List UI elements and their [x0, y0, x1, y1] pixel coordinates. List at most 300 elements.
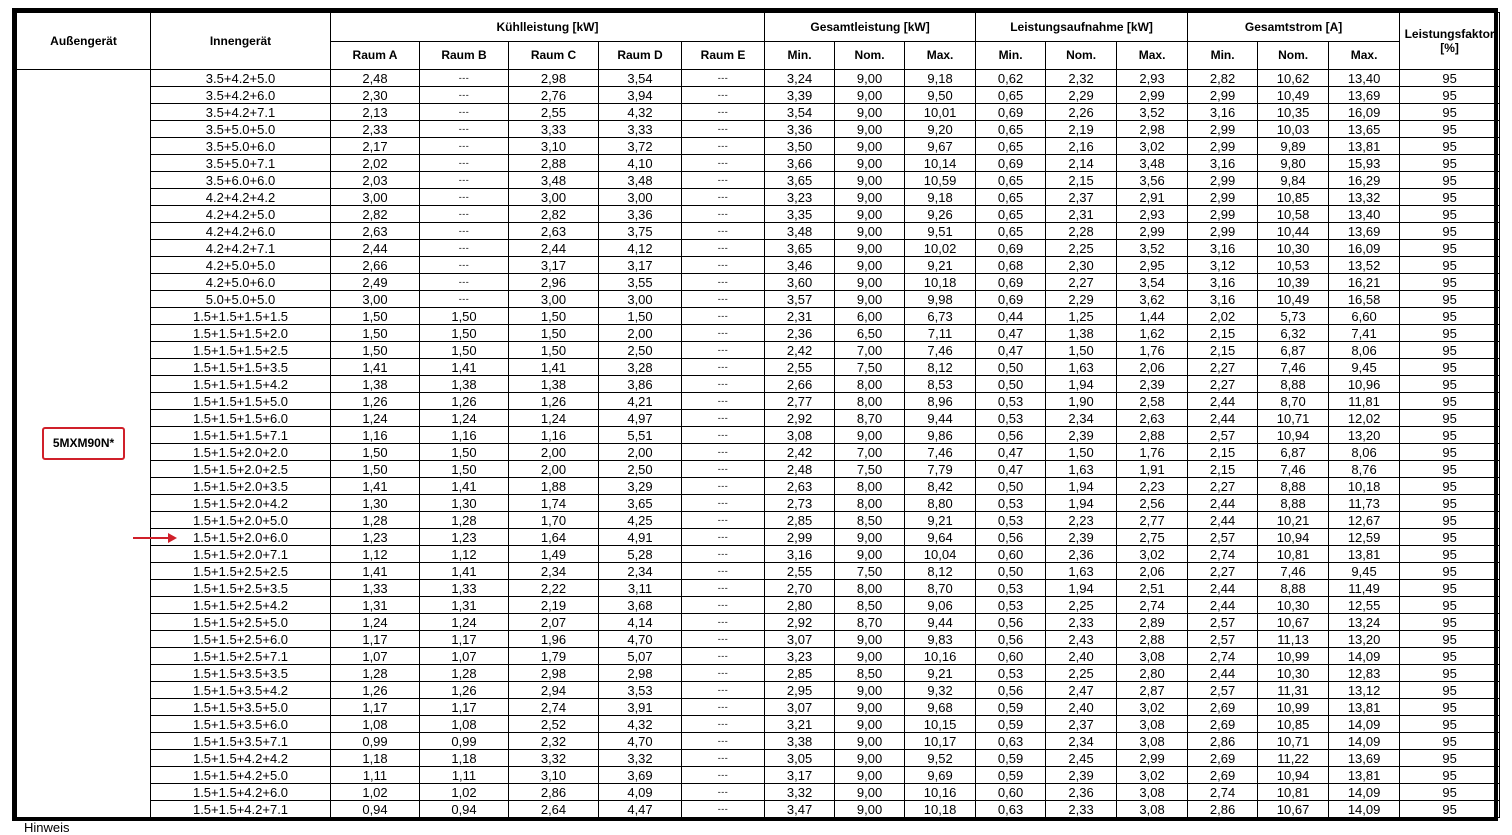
cell-power-input-max: 2,77	[1117, 512, 1188, 529]
cell-current-max: 14,09	[1329, 648, 1400, 665]
cell-room-d: 5,07	[599, 648, 682, 665]
cell-power-factor: 95	[1400, 393, 1500, 410]
cell-room-e: ---	[682, 274, 765, 291]
cell-indoor-combo: 1.5+1.5+2.0+6.0	[151, 529, 331, 546]
footer-note: Hinweis	[24, 820, 70, 835]
header-cooling-capacity: Kühlleistung [kW]	[331, 13, 765, 42]
cell-room-e: ---	[682, 291, 765, 308]
cell-current-min: 2,57	[1188, 682, 1258, 699]
cell-total-power-nom: 8,50	[835, 665, 905, 682]
cell-room-d: 2,98	[599, 665, 682, 682]
cell-total-power-nom: 9,00	[835, 291, 905, 308]
cell-room-e: ---	[682, 410, 765, 427]
cell-indoor-combo: 1.5+1.5+4.2+5.0	[151, 767, 331, 784]
cell-current-nom: 10,44	[1258, 223, 1329, 240]
cell-current-min: 2,57	[1188, 427, 1258, 444]
cell-current-min: 2,69	[1188, 699, 1258, 716]
cell-room-b: ---	[420, 121, 509, 138]
cell-room-a: 0,94	[331, 801, 420, 818]
cell-total-power-nom: 9,00	[835, 801, 905, 818]
header-room-d: Raum D	[599, 41, 682, 70]
cell-total-power-min: 2,92	[765, 410, 835, 427]
table-row	[17, 784, 1500, 801]
cell-total-power-min: 3,47	[765, 801, 835, 818]
cell-power-input-min: 0,60	[976, 784, 1046, 801]
cell-power-input-max: 3,02	[1117, 699, 1188, 716]
cell-total-power-min: 2,85	[765, 512, 835, 529]
cell-room-a: 1,18	[331, 750, 420, 767]
cell-total-power-nom: 9,00	[835, 138, 905, 155]
table-row	[17, 342, 1500, 359]
cell-power-input-max: 3,56	[1117, 172, 1188, 189]
header-total-power-max: Max.	[905, 41, 976, 70]
cell-power-factor: 95	[1400, 240, 1500, 257]
cell-room-a: 1,26	[331, 682, 420, 699]
cell-total-power-nom: 9,00	[835, 104, 905, 121]
outdoor-unit-cell	[17, 70, 151, 818]
cell-power-input-max: 3,08	[1117, 733, 1188, 750]
cell-room-b: 1,11	[420, 767, 509, 784]
cell-power-input-max: 2,75	[1117, 529, 1188, 546]
cell-power-input-min: 0,56	[976, 614, 1046, 631]
cell-total-power-max: 10,01	[905, 104, 976, 121]
cell-total-power-max: 9,52	[905, 750, 976, 767]
cell-current-min: 2,69	[1188, 767, 1258, 784]
table-row	[17, 359, 1500, 376]
cell-power-input-min: 0,69	[976, 291, 1046, 308]
cell-room-e: ---	[682, 750, 765, 767]
cell-power-input-nom: 2,31	[1046, 206, 1117, 223]
cell-power-input-nom: 2,30	[1046, 257, 1117, 274]
cell-current-min: 2,99	[1188, 189, 1258, 206]
cell-current-min: 3,12	[1188, 257, 1258, 274]
cell-room-c: 1,50	[509, 325, 599, 342]
cell-power-factor: 95	[1400, 631, 1500, 648]
cell-total-power-max: 8,70	[905, 580, 976, 597]
cell-total-power-nom: 9,00	[835, 682, 905, 699]
cell-room-b: ---	[420, 104, 509, 121]
cell-total-power-nom: 9,00	[835, 648, 905, 665]
cell-room-b: 1,17	[420, 631, 509, 648]
cell-room-d: 2,34	[599, 563, 682, 580]
cell-room-a: 2,02	[331, 155, 420, 172]
cell-current-max: 8,76	[1329, 461, 1400, 478]
cell-power-factor: 95	[1400, 359, 1500, 376]
cell-total-power-min: 3,05	[765, 750, 835, 767]
cell-total-power-max: 10,18	[905, 274, 976, 291]
cell-room-d: 3,75	[599, 223, 682, 240]
table-row	[17, 512, 1500, 529]
cell-room-b: 1,07	[420, 648, 509, 665]
table-row	[17, 308, 1500, 325]
cell-total-power-max: 9,21	[905, 512, 976, 529]
header-room-c: Raum C	[509, 41, 599, 70]
cell-room-c: 3,00	[509, 189, 599, 206]
cell-room-d: 3,28	[599, 359, 682, 376]
cell-room-e: ---	[682, 529, 765, 546]
cell-current-min: 2,57	[1188, 529, 1258, 546]
cell-power-input-max: 3,02	[1117, 767, 1188, 784]
cell-room-d: 4,32	[599, 104, 682, 121]
table-row	[17, 206, 1500, 223]
cell-power-input-max: 3,52	[1117, 240, 1188, 257]
cell-total-power-max: 6,73	[905, 308, 976, 325]
cell-total-power-min: 3,21	[765, 716, 835, 733]
cell-current-min: 2,69	[1188, 716, 1258, 733]
cell-total-power-min: 2,73	[765, 495, 835, 512]
cell-current-max: 11,49	[1329, 580, 1400, 597]
cell-current-min: 2,86	[1188, 733, 1258, 750]
cell-power-input-nom: 2,25	[1046, 240, 1117, 257]
cell-room-d: 3,91	[599, 699, 682, 716]
cell-indoor-combo: 4.2+5.0+5.0	[151, 257, 331, 274]
cell-current-max: 14,09	[1329, 801, 1400, 818]
cell-room-d: 3,86	[599, 376, 682, 393]
cell-current-max: 6,60	[1329, 308, 1400, 325]
cell-power-input-min: 0,65	[976, 138, 1046, 155]
cell-total-power-min: 3,39	[765, 87, 835, 104]
cell-current-min: 2,15	[1188, 461, 1258, 478]
cell-power-input-min: 0,53	[976, 410, 1046, 427]
cell-current-nom: 10,85	[1258, 716, 1329, 733]
cell-power-input-max: 3,48	[1117, 155, 1188, 172]
cell-total-power-min: 2,36	[765, 325, 835, 342]
cell-room-c: 1,88	[509, 478, 599, 495]
cell-current-nom: 10,39	[1258, 274, 1329, 291]
cell-power-input-max: 2,39	[1117, 376, 1188, 393]
cell-indoor-combo: 1.5+1.5+1.5+2.0	[151, 325, 331, 342]
cell-total-power-min: 3,46	[765, 257, 835, 274]
cell-power-factor: 95	[1400, 699, 1500, 716]
cell-current-min: 2,44	[1188, 393, 1258, 410]
cell-total-power-max: 9,68	[905, 699, 976, 716]
cell-indoor-combo: 1.5+1.5+4.2+6.0	[151, 784, 331, 801]
cell-power-input-nom: 1,50	[1046, 444, 1117, 461]
cell-room-a: 1,26	[331, 393, 420, 410]
cell-current-min: 2,44	[1188, 597, 1258, 614]
cell-room-b: 1,26	[420, 682, 509, 699]
cell-total-power-min: 2,99	[765, 529, 835, 546]
cell-power-factor: 95	[1400, 665, 1500, 682]
cell-power-input-min: 0,63	[976, 801, 1046, 818]
table-row	[17, 410, 1500, 427]
cell-power-input-min: 0,60	[976, 648, 1046, 665]
table-row	[17, 138, 1500, 155]
cell-room-d: 4,47	[599, 801, 682, 818]
cell-room-d: 1,50	[599, 308, 682, 325]
cell-total-power-nom: 9,00	[835, 172, 905, 189]
cell-power-factor: 95	[1400, 70, 1500, 87]
cell-room-e: ---	[682, 342, 765, 359]
cell-room-c: 1,49	[509, 546, 599, 563]
cell-total-power-nom: 9,00	[835, 155, 905, 172]
cell-current-min: 2,27	[1188, 376, 1258, 393]
cell-current-nom: 8,88	[1258, 495, 1329, 512]
cell-room-d: 3,69	[599, 767, 682, 784]
cell-power-input-min: 0,56	[976, 631, 1046, 648]
cell-current-max: 8,06	[1329, 342, 1400, 359]
table-row	[17, 597, 1500, 614]
cell-room-c: 1,70	[509, 512, 599, 529]
cell-room-e: ---	[682, 801, 765, 818]
cell-current-max: 16,09	[1329, 104, 1400, 121]
cell-current-max: 9,45	[1329, 359, 1400, 376]
cell-total-power-nom: 9,00	[835, 223, 905, 240]
cell-current-max: 13,65	[1329, 121, 1400, 138]
cell-room-a: 2,82	[331, 206, 420, 223]
cell-power-input-nom: 2,36	[1046, 546, 1117, 563]
cell-total-power-nom: 9,00	[835, 274, 905, 291]
table-row	[17, 580, 1500, 597]
cell-room-c: 2,88	[509, 155, 599, 172]
table-row	[17, 87, 1500, 104]
cell-room-b: 1,12	[420, 546, 509, 563]
cell-current-nom: 10,62	[1258, 70, 1329, 87]
cell-room-d: 3,65	[599, 495, 682, 512]
cell-total-power-nom: 8,70	[835, 614, 905, 631]
cell-total-power-min: 2,42	[765, 342, 835, 359]
cell-power-input-min: 0,56	[976, 682, 1046, 699]
cell-power-factor: 95	[1400, 716, 1500, 733]
cell-room-b: ---	[420, 155, 509, 172]
cell-indoor-combo: 4.2+5.0+6.0	[151, 274, 331, 291]
cell-room-e: ---	[682, 699, 765, 716]
cell-current-max: 16,09	[1329, 240, 1400, 257]
cell-room-a: 1,07	[331, 648, 420, 665]
cell-room-e: ---	[682, 478, 765, 495]
cell-room-a: 1,24	[331, 410, 420, 427]
cell-current-max: 16,21	[1329, 274, 1400, 291]
cell-power-input-max: 2,91	[1117, 189, 1188, 206]
cell-total-power-min: 2,31	[765, 308, 835, 325]
cell-room-a: 2,03	[331, 172, 420, 189]
cell-total-power-nom: 9,00	[835, 257, 905, 274]
cell-room-a: 2,66	[331, 257, 420, 274]
cell-power-input-nom: 2,33	[1046, 614, 1117, 631]
cell-room-e: ---	[682, 648, 765, 665]
cell-power-factor: 95	[1400, 597, 1500, 614]
table-row	[17, 563, 1500, 580]
cell-power-input-min: 0,65	[976, 172, 1046, 189]
cell-room-c: 2,07	[509, 614, 599, 631]
cell-room-c: 1,41	[509, 359, 599, 376]
cell-room-c: 3,10	[509, 767, 599, 784]
cell-current-max: 7,41	[1329, 325, 1400, 342]
cell-room-e: ---	[682, 682, 765, 699]
cell-room-c: 1,50	[509, 308, 599, 325]
cell-total-power-nom: 6,00	[835, 308, 905, 325]
cell-total-power-max: 9,86	[905, 427, 976, 444]
cell-room-c: 2,00	[509, 461, 599, 478]
cell-room-a: 1,41	[331, 359, 420, 376]
cell-current-nom: 11,31	[1258, 682, 1329, 699]
cell-current-max: 12,02	[1329, 410, 1400, 427]
cell-room-b: ---	[420, 138, 509, 155]
cell-current-nom: 10,49	[1258, 291, 1329, 308]
cell-total-power-min: 2,95	[765, 682, 835, 699]
cell-room-a: 1,33	[331, 580, 420, 597]
cell-room-d: 4,12	[599, 240, 682, 257]
cell-total-power-max: 10,02	[905, 240, 976, 257]
cell-current-nom: 10,85	[1258, 189, 1329, 206]
cell-power-factor: 95	[1400, 257, 1500, 274]
cell-total-power-min: 2,55	[765, 359, 835, 376]
cell-current-max: 10,18	[1329, 478, 1400, 495]
cell-current-max: 13,81	[1329, 699, 1400, 716]
table-row	[17, 393, 1500, 410]
cell-current-max: 9,45	[1329, 563, 1400, 580]
cell-current-max: 13,69	[1329, 87, 1400, 104]
cell-room-d: 3,55	[599, 274, 682, 291]
cell-current-min: 2,69	[1188, 750, 1258, 767]
cell-room-c: 2,86	[509, 784, 599, 801]
cell-room-b: ---	[420, 223, 509, 240]
header-power-input-min: Min.	[976, 41, 1046, 70]
table-row	[17, 325, 1500, 342]
cell-power-input-nom: 1,25	[1046, 308, 1117, 325]
cell-total-power-nom: 9,00	[835, 733, 905, 750]
cell-total-power-min: 2,55	[765, 563, 835, 580]
cell-power-input-max: 2,51	[1117, 580, 1188, 597]
cell-total-power-max: 8,96	[905, 393, 976, 410]
cell-current-max: 13,24	[1329, 614, 1400, 631]
cell-total-power-min: 2,66	[765, 376, 835, 393]
cell-room-c: 2,32	[509, 733, 599, 750]
cell-room-e: ---	[682, 784, 765, 801]
cell-room-b: 1,18	[420, 750, 509, 767]
cell-total-power-nom: 8,50	[835, 512, 905, 529]
cell-current-nom: 10,53	[1258, 257, 1329, 274]
cell-total-power-min: 2,77	[765, 393, 835, 410]
header-power-input-max: Max.	[1117, 41, 1188, 70]
cell-current-nom: 10,81	[1258, 546, 1329, 563]
cell-total-power-nom: 9,00	[835, 427, 905, 444]
cell-room-a: 0,99	[331, 733, 420, 750]
cell-power-factor: 95	[1400, 308, 1500, 325]
cell-total-power-max: 10,59	[905, 172, 976, 189]
cell-room-b: ---	[420, 189, 509, 206]
cell-total-power-nom: 8,00	[835, 393, 905, 410]
cell-current-max: 10,96	[1329, 376, 1400, 393]
cell-current-nom: 8,70	[1258, 393, 1329, 410]
table-row	[17, 478, 1500, 495]
cell-room-b: ---	[420, 172, 509, 189]
cell-room-e: ---	[682, 155, 765, 172]
table-row	[17, 121, 1500, 138]
header-indoor-unit: Innengerät	[151, 13, 331, 70]
cell-power-input-nom: 2,28	[1046, 223, 1117, 240]
cell-current-nom: 7,46	[1258, 359, 1329, 376]
cell-room-e: ---	[682, 189, 765, 206]
cell-room-c: 3,33	[509, 121, 599, 138]
table-body	[17, 70, 1500, 818]
cell-room-d: 3,17	[599, 257, 682, 274]
cell-power-factor: 95	[1400, 325, 1500, 342]
cell-current-nom: 8,88	[1258, 478, 1329, 495]
cell-indoor-combo: 1.5+1.5+2.0+2.5	[151, 461, 331, 478]
cell-room-a: 1,50	[331, 444, 420, 461]
outdoor-model-highlight: 5MXM90N*	[42, 427, 125, 460]
cell-current-min: 2,44	[1188, 665, 1258, 682]
cell-total-power-min: 3,07	[765, 699, 835, 716]
cell-current-min: 2,44	[1188, 512, 1258, 529]
cell-indoor-combo: 3.5+6.0+6.0	[151, 172, 331, 189]
cell-power-input-nom: 2,45	[1046, 750, 1117, 767]
cell-room-a: 1,02	[331, 784, 420, 801]
table-row	[17, 801, 1500, 818]
cell-power-factor: 95	[1400, 529, 1500, 546]
cell-current-min: 2,44	[1188, 580, 1258, 597]
cell-current-nom: 6,87	[1258, 342, 1329, 359]
cell-power-factor: 95	[1400, 461, 1500, 478]
cell-indoor-combo: 1.5+1.5+1.5+3.5	[151, 359, 331, 376]
cell-room-a: 1,28	[331, 512, 420, 529]
cell-power-input-max: 2,89	[1117, 614, 1188, 631]
cell-power-input-max: 3,08	[1117, 784, 1188, 801]
cell-current-nom: 9,84	[1258, 172, 1329, 189]
cell-total-power-max: 9,51	[905, 223, 976, 240]
cell-indoor-combo: 1.5+1.5+1.5+5.0	[151, 393, 331, 410]
cell-total-power-min: 2,63	[765, 478, 835, 495]
cell-power-input-nom: 2,29	[1046, 291, 1117, 308]
cell-power-input-min: 0,59	[976, 767, 1046, 784]
cell-room-b: 1,16	[420, 427, 509, 444]
table-row	[17, 104, 1500, 121]
cell-room-d: 3,94	[599, 87, 682, 104]
cell-total-power-max: 9,67	[905, 138, 976, 155]
cell-total-power-min: 2,42	[765, 444, 835, 461]
cell-room-e: ---	[682, 359, 765, 376]
cell-room-b: 1,50	[420, 342, 509, 359]
cell-current-min: 2,99	[1188, 223, 1258, 240]
cell-total-power-max: 9,32	[905, 682, 976, 699]
cell-power-input-nom: 2,14	[1046, 155, 1117, 172]
cell-total-power-min: 2,48	[765, 461, 835, 478]
cell-power-factor: 95	[1400, 342, 1500, 359]
cell-power-input-max: 2,74	[1117, 597, 1188, 614]
cell-power-factor: 95	[1400, 427, 1500, 444]
cell-room-d: 2,50	[599, 461, 682, 478]
cell-power-input-min: 0,53	[976, 512, 1046, 529]
cell-total-power-nom: 8,50	[835, 597, 905, 614]
cell-total-power-max: 9,21	[905, 257, 976, 274]
cell-room-e: ---	[682, 631, 765, 648]
cell-room-e: ---	[682, 665, 765, 682]
cell-power-input-min: 0,63	[976, 733, 1046, 750]
cell-power-input-min: 0,53	[976, 393, 1046, 410]
cell-total-power-nom: 9,00	[835, 767, 905, 784]
cell-indoor-combo: 1.5+1.5+2.0+4.2	[151, 495, 331, 512]
cell-room-d: 2,50	[599, 342, 682, 359]
cell-power-input-max: 2,95	[1117, 257, 1188, 274]
cell-room-e: ---	[682, 206, 765, 223]
cell-room-b: 1,50	[420, 308, 509, 325]
performance-table	[16, 12, 1500, 818]
cell-total-power-nom: 9,00	[835, 546, 905, 563]
cell-room-a: 1,08	[331, 716, 420, 733]
cell-current-nom: 10,35	[1258, 104, 1329, 121]
cell-room-c: 2,55	[509, 104, 599, 121]
cell-room-d: 4,32	[599, 716, 682, 733]
cell-power-factor: 95	[1400, 206, 1500, 223]
table-row	[17, 631, 1500, 648]
cell-room-d: 3,00	[599, 189, 682, 206]
cell-indoor-combo: 1.5+1.5+2.0+7.1	[151, 546, 331, 563]
cell-power-input-max: 2,87	[1117, 682, 1188, 699]
cell-power-input-nom: 2,47	[1046, 682, 1117, 699]
table-row	[17, 767, 1500, 784]
cell-room-b: 1,17	[420, 699, 509, 716]
